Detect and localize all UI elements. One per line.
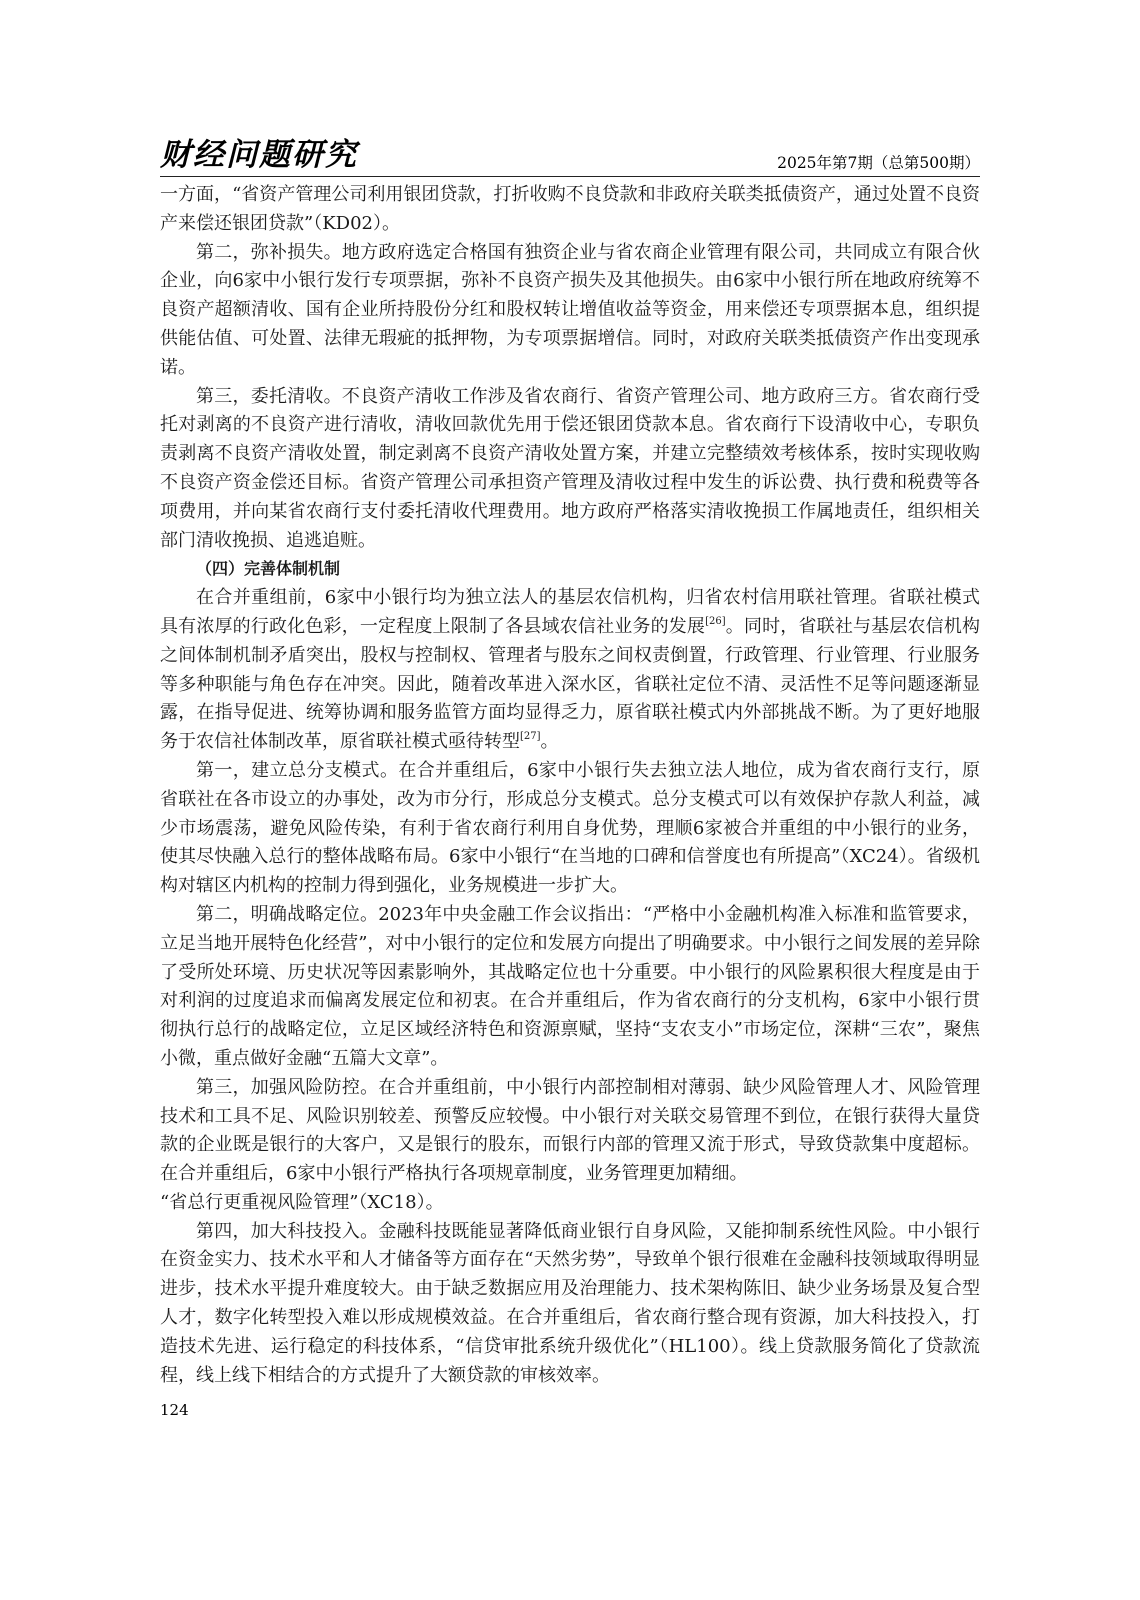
section-heading: （四）完善体制机制 [196,559,341,579]
paragraph-text: 。 [540,731,559,753]
article-body [160,181,980,1390]
paragraph: 第三，委托清收。不良资产清收工作涉及省农商行、省资产管理公司、地方政府三方。省农商行受托对剥离的不良资产进行清收，清收回款优先用于偿还银团贷款本息。省农商行下设清收中心，专职负责剥离不良资产清收处置，制定剥离不良资产清收处置方案，并建立完整绩效考核体系，按时实现收购不良资产资金偿还目标。省资产管理公司承担资产管理及清收过程中发生的诉讼费、执行费和税费等各项费用，并向某省农商行支付委托清收代理费用。地方政府严格落实清收挽损工作属地责任，组织相关部门清收挽损、追逃追赃。 [160,385,980,551]
paragraph-text: 。同时，省联社与基层农信机构之间体制机制矛盾突出，股权与控制权、管理者与股东之间权责倒置，行政管理、行业管理、行业服务等多种职能与角色存在冲突。因此，随着改革进入深水区，省联社定位不清、灵活性不足等问题逐渐显露，在指导促进、统筹协调和服务监管方面均显得乏力，原省联社模式内外部挑战不断。为了更好地服务于农信社体制改革，原省联社模式亟待转型 [160,615,981,753]
paragraph: 第二，明确战略定位。2023年中央金融工作会议指出：“严格中小金融机构准入标准和监管要求，立足当地开展特色化经营”，对中小银行的定位和发展方向提出了明确要求。中小银行之间发展的差异除了受所处环境、历史状况等因素影响外，其战略定位也十分重要。中小银行的风险累积很大程度是由于对利润的过度追求而偏离发展定位和初衷。在合并重组后，作为省农商行的分支机构，6家中小银行贯彻执行总行的战略定位，立足区域经济特色和资源禀赋，坚持“支农支小”市场定位，深耕“三农”，聚焦小微，重点做好金融“五篇大文章”。 [160,903,980,1069]
paragraph: “省总行更重视风险管理”（XC18）。 [160,1191,444,1213]
citation-ref: [26] [705,615,726,627]
header-rule [160,176,980,177]
page-number: 124 [160,1401,189,1419]
paragraph: 第一，建立总分支模式。在合并重组后，6家中小银行失去独立法人地位，成为省农商行支行，原省联社在各市设立的办事处，改为市分行，形成总分支模式。总分支模式可以有效保护存款人利益，减少市场震荡，避免风险传染，有利于省农商行利用自身优势，理顺6家被合并重组的中小银行的业务，使其尽快融入总行的整体战略布局。6家中小银行“在当地的口碑和信誉度也有所提高”（XC24）。省级机构对辖区内机构的控制力得到强化，业务规模进一步扩大。 [160,759,980,897]
paragraph: 第三，加强风险防控。在合并重组前，中小银行内部控制相对薄弱、缺少风险管理人才、风险管理技术和工具不足、风险识别较差、预警反应较慢。中小银行对关联交易管理不到位，在银行获得大量贷款的企业既是银行的大客户，又是银行的股东，而银行内部的管理又流于形式，导致贷款集中度超标。在合并重组后，6家中小银行严格执行各项规章制度，业务管理更加精细。 [160,1076,980,1185]
journal-logo: 财经问题研究 [160,137,358,173]
paragraph-text: 在合并重组前，6家中小银行均为独立法人的基层农信机构，归省农村信用联社管理。省联社模式具有浓厚的行政化色彩，一定程度上限制了各县域农信社业务的发展 [160,587,980,637]
paragraph [160,584,980,757]
citation-ref: [27] [520,731,541,743]
paragraph: 第四，加大科技投入。金融科技既能显著降低商业银行自身风险，又能抑制系统性风险。中小银行在资金实力、技术水平和人才储备等方面存在“天然劣势”，导致单个银行很难在金融科技领域取得明显进步，技术水平提升难度较大。由于缺乏数据应用及治理能力、技术架构陈旧、缺少业务场景及复合型人才，数字化转型投入难以形成规模效益。在合并重组后，省农商行整合现有资源，加大科技投入，打造技术先进、运行稳定的科技体系，“信贷审批系统升级优化”（HL100）。线上贷款服务简化了贷款流程，线上线下相结合的方式提升了大额贷款的审核效率。 [160,1220,980,1386]
issue-info: 2025年第7期（总第500期） [777,154,980,172]
paragraph: 一方面，“省资产管理公司利用银团贷款，打折收购不良贷款和非政府关联类抵债资产，通过处置不良资产来偿还银团贷款”（KD02）。 [160,184,980,234]
paragraph: 第二，弥补损失。地方政府选定合格国有独资企业与省农商企业管理有限公司，共同成立有限合伙企业，向6家中小银行发行专项票据，弥补不良资产损失及其他损失。由6家中小银行所在地政府统筹不良资产超额清收、国有企业所持股份分红和股权转让增值收益等资金，用来偿还专项票据本息，组织提供能估值、可处置、法律无瑕疵的抵押物，为专项票据增信。同时，对政府关联类抵债资产作出变现承诺。 [160,241,980,378]
